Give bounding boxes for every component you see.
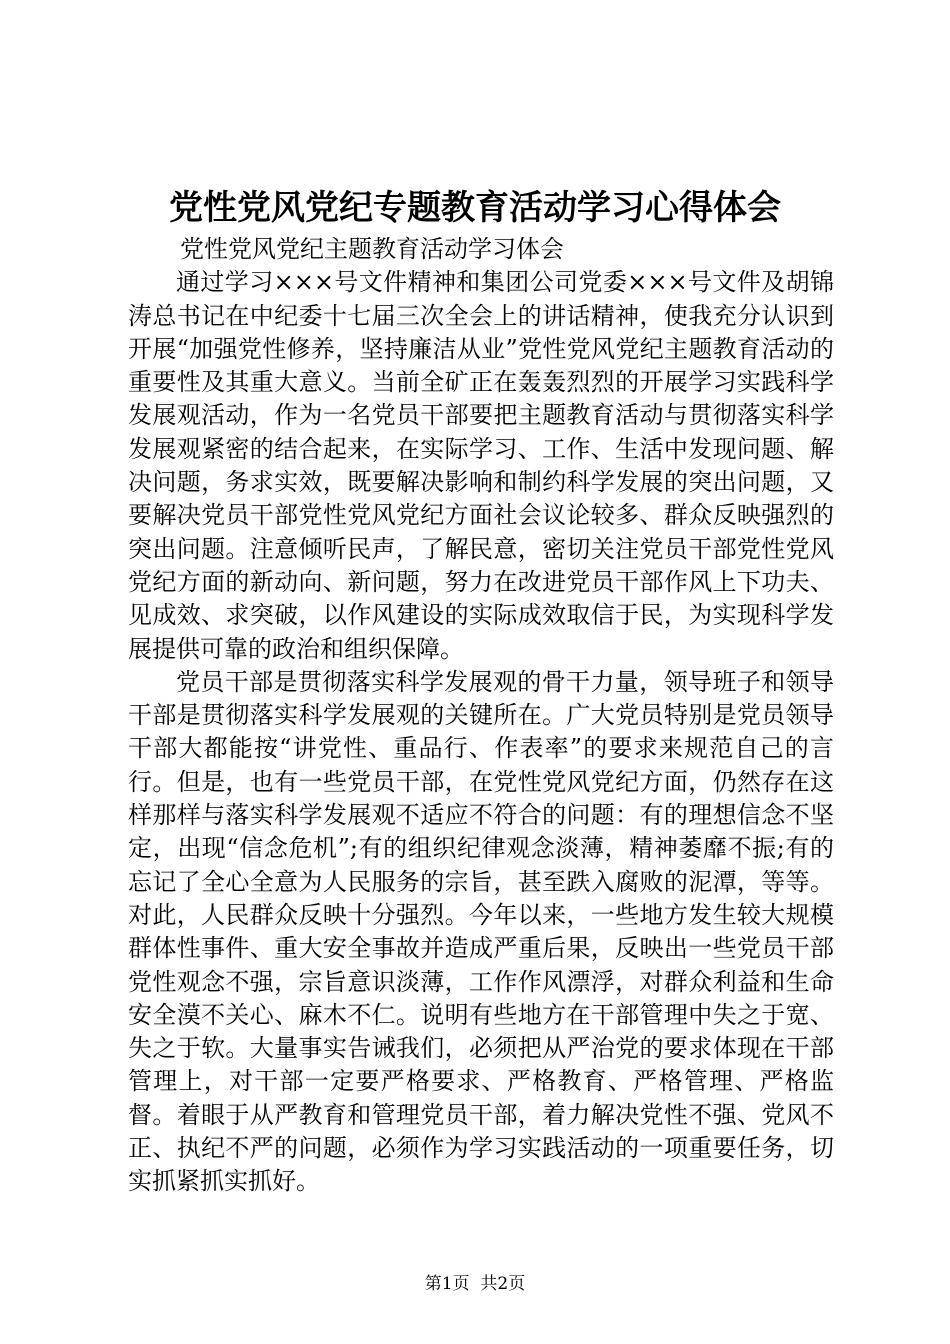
page-total: 共2页 [480,1274,526,1294]
document-subtitle: 党性党风党纪主题教育活动学习体会 [180,235,564,263]
page-number: 第1页 [424,1274,470,1294]
document-body [128,233,834,1199]
document-title: 党性党风党纪专题教育活动学习心得体会 [169,188,781,228]
page-footer [0,1272,950,1296]
paragraph-1: 通过学习×××号文件精神和集团公司党委×××号文件及胡锦涛总书记在中纪委十七届三次全会上的讲话精神，使我充分认识到开展“加强党性修养，坚持廉洁从业”党性党风党纪主题教育活动的重要性及其重大意义。当前全矿正在轰轰烈烈的开展学习实践科学发展观活动，作为一名党员干部要把主题教育活动与贯彻落实科学发展观紧密的结合起来，在实际学习、工作、生活中发现问题、解决问题，务求实效，既要解决影响和制约科学发展的突出问题，又要解决党员干部党性党风党纪方面社会议论较多、群众反映强烈的突出问题。注意倾听民声，了解民意，密切关注党员干部党性党风党纪方面的新动向、新问题，努力在改进党员干部作风上下功夫、见成效、求突破，以作风建设的实际成效取信于民，为实现科学发展提供可靠的政治和组织保障。 [128,268,834,663]
paragraph-2: 党员干部是贯彻落实科学发展观的骨干力量，领导班子和领导干部是贯彻落实科学发展观的关键所在。广大党员特别是党员领导干部大都能按“讲党性、重品行、作表率”的要求来规范自己的言行。但是，也有一些党员干部，在党性党风党纪方面，仍然存在这样那样与落实科学发展观不适应不符合的问题：有的理想信念不坚定，出现“信念危机”;有的组织纪律观念淡薄，精神萎靡不振;有的忘记了全心全意为人民服务的宗旨，甚至跌入腐败的泥潭，等等。对此，人民群众反映十分强烈。今年以来，一些地方发生较大规模群体性事件、重大安全事故并造成严重后果，反映出一些党员干部党性观念不强，宗旨意识淡薄，工作作风漂浮，对群众利益和生命安全漠不关心、麻木不仁。说明有些地方在干部管理中失之于宽、失之于软。大量事实告诫我们，必须把从严治党的要求体现在干部管理上，对干部一定要严格要求、严格教育、严格管理、严格监督。着眼于从严教育和管理党员干部，着力解决党性不强、党风不正、执纪不严的问题，必须作为学习实践活动的一项重要任务，切实抓紧抓实抓好。 [128,667,834,1196]
